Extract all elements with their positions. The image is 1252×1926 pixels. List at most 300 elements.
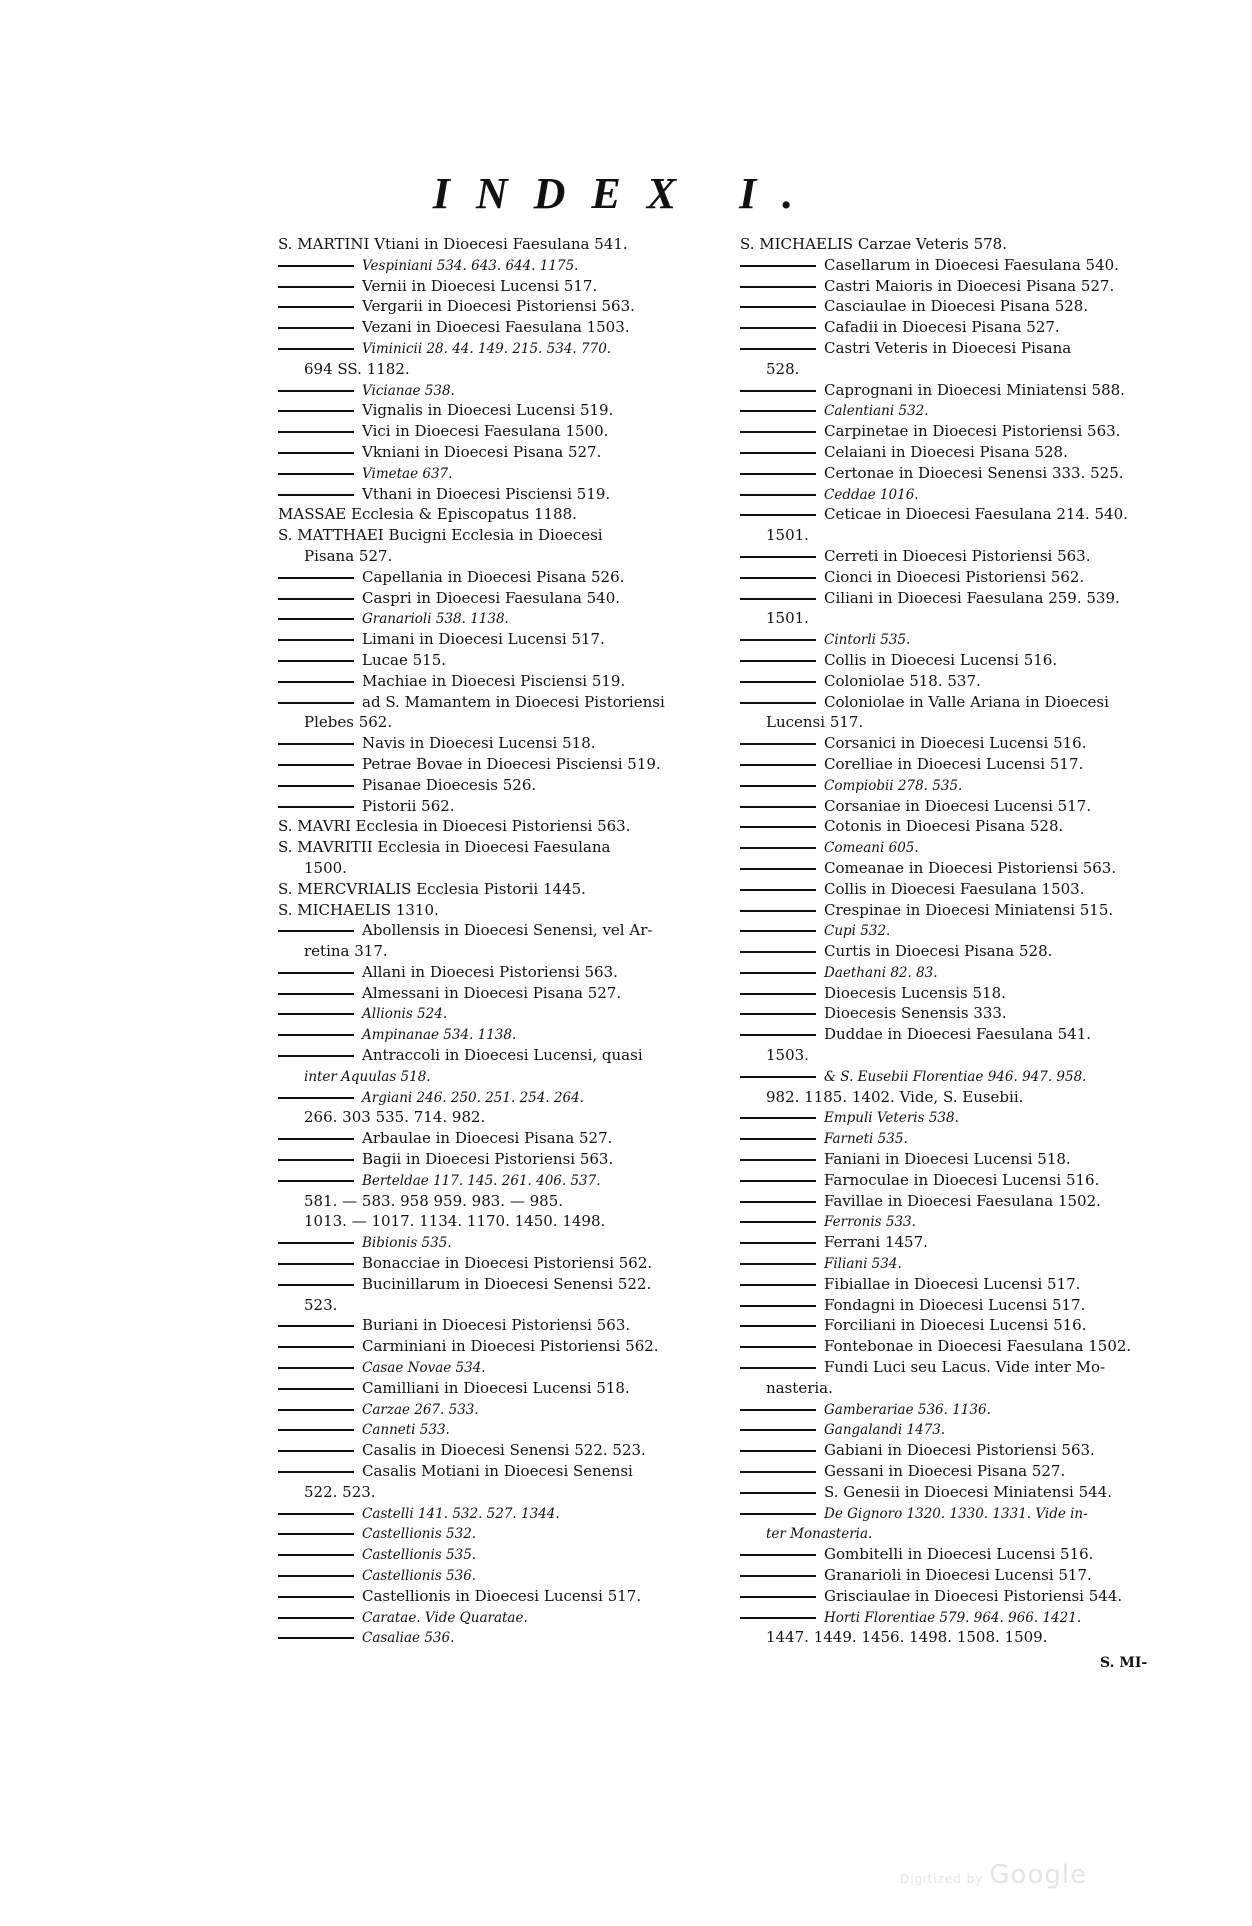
entry-text: Castri Veteris in Dioecesi Pisana [824, 338, 1072, 357]
entry-text: Gamberariae 536. 1136. [824, 1401, 991, 1418]
ditto-rule [278, 598, 354, 600]
ditto-rule [278, 1575, 354, 1577]
ditto-rule [278, 1596, 354, 1598]
entry-text: 581. — 583. 958 959. 983. — 985. [304, 1191, 563, 1210]
entry-text: Curtis in Dioecesi Pisana 528. [824, 942, 1053, 961]
ditto-rule [278, 265, 354, 267]
index-entry [740, 1357, 1190, 1378]
entry-text: Vignalis in Dioecesi Lucensi 519. [362, 401, 614, 420]
ditto-rule [278, 1346, 354, 1348]
entry-text: Vici in Dioecesi Faesulana 1500. [362, 422, 609, 441]
entry-text: Collis in Dioecesi Lucensi 516. [824, 650, 1058, 669]
index-entry [740, 1440, 1190, 1461]
index-entry [278, 546, 728, 567]
entry-text: Vkniani in Dioecesi Pisana 527. [362, 442, 602, 461]
entry-text: Casalis in Dioecesi Senensi 522. 523. [362, 1441, 646, 1460]
entry-text: Comeanae in Dioecesi Pistoriensi 563. [824, 858, 1117, 877]
ditto-rule [740, 473, 816, 475]
entry-text: 528. [766, 359, 800, 378]
index-entry [278, 712, 728, 733]
entry-text: 982. 1185. 1402. Vide, S. Eusebii. [766, 1087, 1024, 1106]
ditto-rule [278, 639, 354, 641]
entry-text: Ceticae in Dioecesi Faesulana 214. 540. [824, 505, 1128, 524]
entry-text: Granarioli in Dioecesi Lucensi 517. [824, 1566, 1092, 1584]
index-entry [740, 1003, 1190, 1024]
index-entry [278, 1586, 728, 1607]
ditto-rule [740, 390, 816, 392]
index-entry [740, 754, 1190, 775]
entry-text: Viminicii 28. 44. 149. 215. 534. 770. [362, 340, 612, 357]
index-entry [740, 650, 1190, 671]
ditto-rule [278, 1367, 354, 1369]
ditto-rule [278, 390, 354, 392]
entry-text: 694 SS. 1182. [304, 359, 410, 378]
entry-text: Dioecesis Senensis 333. [824, 1004, 1007, 1023]
ditto-rule [740, 681, 816, 683]
entry-text: Castelli 141. 532. 527. 1344. [362, 1505, 560, 1522]
index-entry [740, 879, 1190, 900]
index-entry [278, 1045, 728, 1066]
ditto-rule [278, 1097, 354, 1099]
entry-text: Grisciaulae in Dioecesi Pistoriensi 544. [824, 1586, 1123, 1605]
index-entry [740, 1586, 1190, 1607]
entry-text: Calentiani 532. [824, 403, 929, 420]
entry-text: Bonacciae in Dioecesi Pistoriensi 562. [362, 1254, 653, 1273]
entry-text: Corsanici in Dioecesi Lucensi 516. [824, 734, 1087, 753]
entry-text: Filiani 534. [824, 1256, 902, 1273]
entry-text: Vthani in Dioecesi Pisciensi 519. [362, 484, 611, 503]
entry-text: S. MERCVRIALIS Ecclesia Pistorii 1445. [278, 879, 586, 898]
index-entry [278, 837, 728, 858]
entry-text: 523. [304, 1295, 338, 1314]
index-entry [740, 1045, 1190, 1066]
ditto-rule [278, 1159, 354, 1161]
entry-text: Allionis 524. [362, 1006, 448, 1023]
ditto-rule [278, 785, 354, 787]
entry-text: Canneti 533. [362, 1422, 450, 1439]
page-title: INDEX I. [432, 169, 820, 218]
index-entry [740, 1523, 1190, 1544]
entry-text: Abollensis in Dioecesi Senensi, vel Ar- [362, 921, 653, 940]
ditto-rule [740, 702, 816, 704]
index-entry [278, 442, 728, 463]
index-entry [740, 629, 1190, 650]
entry-text: De Gignoro 1320. 1330. 1331. Vide in- [824, 1505, 1088, 1522]
index-entry [278, 1003, 728, 1024]
index-entry [740, 1232, 1190, 1253]
index-entry [278, 1066, 728, 1087]
index-entry [278, 338, 728, 359]
index-entry [278, 1523, 728, 1544]
index-entry [740, 1503, 1190, 1524]
ditto-rule [740, 993, 816, 995]
index-entry [278, 1378, 728, 1399]
index-entry [278, 650, 728, 671]
entry-text: Ceddae 1016. [824, 486, 919, 503]
ditto-rule [278, 1325, 354, 1327]
index-entry [740, 504, 1190, 525]
ditto-rule [278, 1637, 354, 1639]
entry-text: Carpinetae in Dioecesi Pistoriensi 563. [824, 422, 1121, 441]
ditto-rule [278, 743, 354, 745]
index-entry [740, 234, 1190, 255]
index-entry [740, 962, 1190, 983]
index-entry [278, 1170, 728, 1191]
entry-text: Allani in Dioecesi Pistoriensi 563. [362, 962, 618, 981]
entry-text: Vicianae 538. [362, 382, 455, 399]
index-entry [278, 816, 728, 837]
entry-text: Navis in Dioecesi Lucensi 518. [362, 734, 596, 753]
ditto-rule [740, 431, 816, 433]
index-entry [278, 733, 728, 754]
entry-text: Antraccoli in Dioecesi Lucensi, quasi [362, 1046, 643, 1065]
entry-text: Granarioli 538. 1138. [362, 611, 509, 628]
ditto-rule [278, 286, 354, 288]
index-entry [740, 421, 1190, 442]
index-entry [278, 1107, 728, 1128]
entry-text: Horti Florentiae 579. 964. 966. 1421. [824, 1609, 1082, 1626]
entry-text: Casalis Motiani in Dioecesi Senensi [362, 1462, 633, 1481]
ditto-rule [740, 1596, 816, 1598]
entry-text: Crespinae in Dioecesi Miniatensi 515. [824, 900, 1114, 919]
entry-text: Compiobii 278. 535. [824, 777, 963, 794]
ditto-rule [740, 452, 816, 454]
index-entry [740, 1066, 1190, 1087]
entry-text: Casae Novae 534. [362, 1360, 486, 1377]
entry-text: Pisana 527. [304, 546, 393, 565]
index-entry [278, 754, 728, 775]
index-entry [278, 1440, 728, 1461]
index-entry [278, 1211, 728, 1232]
ditto-rule [740, 972, 816, 974]
index-entry [278, 484, 728, 505]
ditto-rule [278, 660, 354, 662]
index-entry [740, 546, 1190, 567]
entry-text: Ferrani 1457. [824, 1233, 928, 1252]
index-entry [740, 1170, 1190, 1191]
index-entry [740, 712, 1190, 733]
ditto-rule [740, 1221, 816, 1223]
entry-text: Cintorli 535. [824, 632, 911, 649]
ditto-rule [278, 473, 354, 475]
entry-text: 266. 303 535. 714. 982. [304, 1108, 486, 1127]
entry-text: Vernii in Dioecesi Lucensi 517. [362, 276, 598, 295]
index-entry [740, 900, 1190, 921]
ditto-rule [278, 1513, 354, 1515]
ditto-rule [740, 826, 816, 828]
entry-text: ter Monasteria. [766, 1526, 873, 1543]
entry-text: Castri Maioris in Dioecesi Pisana 527. [824, 276, 1115, 295]
index-entry [278, 1232, 728, 1253]
index-entry [278, 1357, 728, 1378]
catchword: S. MI- [1100, 1655, 1148, 1671]
entry-text: S. MATTHAEI Bucigni Ecclesia in Dioecesi [278, 526, 603, 545]
entry-text: 1500. [304, 858, 347, 877]
entry-text: Coloniolae in Valle Ariana in Dioecesi [824, 692, 1109, 711]
index-entry [278, 1627, 728, 1648]
entry-text: Fibiallae in Dioecesi Lucensi 517. [824, 1274, 1081, 1293]
ditto-rule [740, 1013, 816, 1015]
entry-text: Vespiniani 534. 643. 644. 1175. [362, 257, 579, 274]
index-entry [740, 1565, 1190, 1586]
index-entry [740, 837, 1190, 858]
entry-text: ad S. Mamantem in Dioecesi Pistoriensi [362, 692, 665, 711]
index-entry [740, 400, 1190, 421]
index-entry [278, 1295, 728, 1316]
ditto-rule [278, 1554, 354, 1556]
entry-text: Casaliae 536. [362, 1630, 455, 1647]
index-entry [740, 567, 1190, 588]
ditto-rule [278, 993, 354, 995]
ditto-rule [740, 514, 816, 516]
ditto-rule [740, 806, 816, 808]
index-entry [740, 1274, 1190, 1295]
index-entry [278, 671, 728, 692]
ditto-rule [740, 847, 816, 849]
entry-text: Favillae in Dioecesi Faesulana 1502. [824, 1191, 1101, 1210]
index-entry [740, 276, 1190, 297]
index-entry [278, 879, 728, 900]
ditto-rule [740, 889, 816, 891]
ditto-rule [740, 1554, 816, 1556]
entry-text: Gombitelli in Dioecesi Lucensi 516. [824, 1545, 1094, 1564]
ditto-rule [740, 1117, 816, 1119]
entry-text: S. MICHAELIS 1310. [278, 900, 439, 919]
entry-text: Empuli Veteris 538. [824, 1110, 959, 1127]
index-entry [278, 983, 728, 1004]
entry-text: Petrae Bovae in Dioecesi Pisciensi 519. [362, 754, 661, 773]
entry-text: Caratae. Vide Quaratae. [362, 1609, 528, 1626]
ditto-rule [740, 1346, 816, 1348]
ditto-rule [740, 1180, 816, 1182]
entry-text: Faniani in Dioecesi Lucensi 518. [824, 1150, 1071, 1169]
index-entry [740, 1295, 1190, 1316]
ditto-rule [740, 410, 816, 412]
ditto-rule [278, 1533, 354, 1535]
entry-text: Buriani in Dioecesi Pistoriensi 563. [362, 1316, 631, 1335]
right-index-column [740, 234, 1190, 1648]
index-entry [278, 1149, 728, 1170]
ditto-rule [740, 1159, 816, 1161]
index-entry [740, 692, 1190, 713]
ditto-rule [740, 1284, 816, 1286]
entry-text: Berteldae 117. 145. 261. 406. 537. [362, 1172, 601, 1189]
entry-text: Plebes 562. [304, 713, 393, 732]
index-entry [278, 1274, 728, 1295]
index-entry [278, 1128, 728, 1149]
index-entry [740, 1253, 1190, 1274]
left-index-column [278, 234, 728, 1648]
entry-text: Vimetae 637. [362, 465, 453, 482]
index-entry [740, 296, 1190, 317]
index-entry [278, 359, 728, 380]
index-entry [740, 1336, 1190, 1357]
ditto-rule [740, 868, 816, 870]
index-entry [278, 608, 728, 629]
index-entry [278, 276, 728, 297]
ditto-rule [278, 327, 354, 329]
ditto-rule [278, 1284, 354, 1286]
entry-text: 1447. 1449. 1456. 1498. 1508. 1509. [766, 1628, 1048, 1647]
ditto-rule [278, 764, 354, 766]
ditto-rule [740, 1450, 816, 1452]
ditto-rule [278, 1242, 354, 1244]
ditto-rule [278, 702, 354, 704]
index-entry [740, 1128, 1190, 1149]
ditto-rule [740, 1367, 816, 1369]
index-entry [740, 1544, 1190, 1565]
ditto-rule [740, 598, 816, 600]
index-entry [740, 317, 1190, 338]
index-entry [740, 775, 1190, 796]
index-entry [740, 858, 1190, 879]
index-entry [278, 504, 728, 525]
index-entry [278, 1024, 728, 1045]
index-entry [278, 920, 728, 941]
entry-text: Pistorii 562. [362, 796, 455, 815]
entry-text: Corelliae in Dioecesi Lucensi 517. [824, 754, 1084, 773]
ditto-rule [740, 1305, 816, 1307]
entry-text: Cafadii in Dioecesi Pisana 527. [824, 318, 1060, 337]
entry-text: Casciaulae in Dioecesi Pisana 528. [824, 297, 1089, 316]
index-entry [278, 858, 728, 879]
ditto-rule [740, 1492, 816, 1494]
index-entry [740, 255, 1190, 276]
entry-text: Machiae in Dioecesi Pisciensi 519. [362, 671, 626, 690]
ditto-rule [278, 1471, 354, 1473]
entry-text: Gessani in Dioecesi Pisana 527. [824, 1462, 1066, 1481]
entry-text: 1503. [766, 1046, 809, 1065]
index-entry [278, 421, 728, 442]
entry-text: Fondagni in Dioecesi Lucensi 517. [824, 1295, 1086, 1314]
ditto-rule [740, 1201, 816, 1203]
ditto-rule [278, 1263, 354, 1265]
index-entry [278, 588, 728, 609]
index-entry [740, 796, 1190, 817]
digitized-watermark [900, 1860, 1087, 1890]
index-entry [740, 608, 1190, 629]
index-entry [278, 1253, 728, 1274]
ditto-rule [740, 930, 816, 932]
index-entry [278, 692, 728, 713]
entry-text: Castellionis 532. [362, 1526, 477, 1543]
index-entry [740, 733, 1190, 754]
ditto-rule [740, 286, 816, 288]
ditto-rule [740, 639, 816, 641]
ditto-rule [740, 577, 816, 579]
index-entry [740, 525, 1190, 546]
index-entry [278, 400, 728, 421]
index-entry [278, 941, 728, 962]
index-entry [740, 1419, 1190, 1440]
entry-text: Capellania in Dioecesi Pisana 526. [362, 567, 625, 586]
entry-text: Cionci in Dioecesi Pistoriensi 562. [824, 567, 1085, 586]
index-entry [740, 1211, 1190, 1232]
entry-text: Farneti 535. [824, 1131, 908, 1148]
entry-text: Bagii in Dioecesi Pistoriensi 563. [362, 1150, 614, 1169]
entry-text: Castellionis 535. [362, 1547, 477, 1564]
ditto-rule [740, 327, 816, 329]
ditto-rule [740, 660, 816, 662]
ditto-rule [278, 410, 354, 412]
index-entry [278, 525, 728, 546]
index-entry [278, 296, 728, 317]
entry-text: Vezani in Dioecesi Faesulana 1503. [362, 318, 630, 337]
ditto-rule [740, 1242, 816, 1244]
index-entry [278, 1544, 728, 1565]
entry-text: Castellionis in Dioecesi Lucensi 517. [362, 1586, 642, 1605]
entry-text: 522. 523. [304, 1482, 376, 1501]
index-entry [278, 900, 728, 921]
ditto-rule [740, 743, 816, 745]
index-entry [278, 1565, 728, 1586]
ditto-rule [740, 494, 816, 496]
entry-text: Celaiani in Dioecesi Pisana 528. [824, 442, 1068, 461]
index-entry [740, 920, 1190, 941]
ditto-rule [278, 1055, 354, 1057]
entry-text: Fontebonae in Dioecesi Faesulana 1502. [824, 1337, 1132, 1356]
index-entry [278, 1461, 728, 1482]
index-entry [740, 1315, 1190, 1336]
entry-text: Carminiani in Dioecesi Pistoriensi 562. [362, 1337, 659, 1356]
ditto-rule [740, 1617, 816, 1619]
entry-text: Lucensi 517. [766, 713, 864, 732]
entry-text: inter Aquulas 518. [304, 1068, 431, 1085]
index-entry [278, 255, 728, 276]
index-entry [740, 1482, 1190, 1503]
entry-text: Comeani 605. [824, 840, 919, 857]
entry-text: Ferronis 533. [824, 1214, 916, 1231]
index-entry [740, 983, 1190, 1004]
entry-text: Ciliani in Dioecesi Faesulana 259. 539. [824, 588, 1120, 607]
index-entry [278, 234, 728, 255]
index-entry [278, 962, 728, 983]
ditto-rule [278, 1034, 354, 1036]
entry-text: 1013. — 1017. 1134. 1170. 1450. 1498. [304, 1212, 606, 1231]
index-entry [278, 775, 728, 796]
ditto-rule [278, 1429, 354, 1431]
ditto-rule [278, 452, 354, 454]
ditto-rule [740, 910, 816, 912]
entry-text: MASSAE Ecclesia & Episcopatus 1188. [278, 505, 577, 524]
ditto-rule [278, 1388, 354, 1390]
entry-text: Cupi 532. [824, 923, 891, 940]
ditto-rule [740, 265, 816, 267]
entry-text: S. MAVRITII Ecclesia in Dioecesi Faesulana [278, 838, 611, 857]
entry-text: Limani in Dioecesi Lucensi 517. [362, 630, 605, 649]
ditto-rule [740, 556, 816, 558]
entry-text: retina 317. [304, 942, 388, 961]
entry-text: Casellarum in Dioecesi Faesulana 540. [824, 255, 1119, 274]
entry-text: Castellionis 536. [362, 1568, 477, 1584]
entry-text: Cotonis in Dioecesi Pisana 528. [824, 817, 1064, 836]
ditto-rule [278, 348, 354, 350]
index-entry [278, 1399, 728, 1420]
index-entry [278, 380, 728, 401]
index-entry [278, 1503, 728, 1524]
entry-text: Farnoculae in Dioecesi Lucensi 516. [824, 1170, 1100, 1189]
entry-text: Arbaulae in Dioecesi Pisana 527. [362, 1129, 613, 1148]
ditto-rule [278, 431, 354, 433]
ditto-rule [278, 1617, 354, 1619]
ditto-rule [740, 951, 816, 953]
index-entry [740, 1461, 1190, 1482]
entry-text: S. MICHAELIS Carzae Veteris 578. [740, 235, 1007, 253]
ditto-rule [278, 1013, 354, 1015]
index-entry [740, 941, 1190, 962]
ditto-rule [740, 785, 816, 787]
index-entry [278, 1482, 728, 1503]
